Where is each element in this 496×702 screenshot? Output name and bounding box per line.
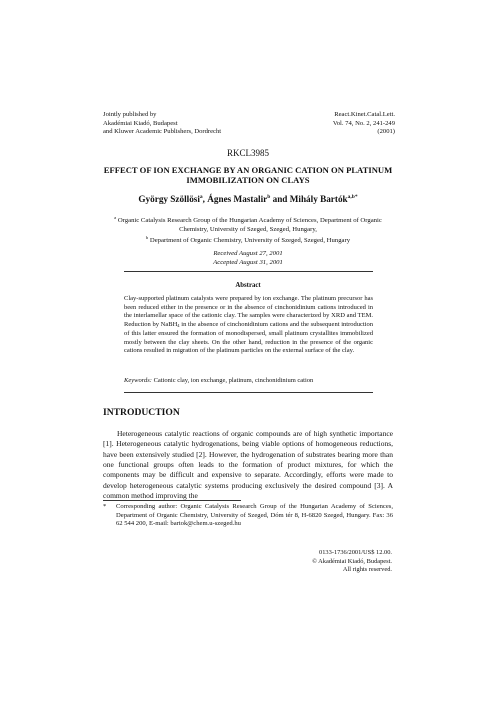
author-affiliation-mark: b xyxy=(267,194,271,200)
author-list xyxy=(0,194,496,204)
abstract-text-part: in the absence of cinchonidinium cations and the subsequent introduction of this latter ensured the formation of monodispersed, small platinum crystallites immobilized mostly between the clay sheets. On the other hand, reduction in the presence of the organic cations resulted in migration of the platinum particles on the external surface of the clay. xyxy=(124,320,374,355)
journal-citation-header xyxy=(333,111,395,137)
affiliation-text: Organic Catalysis Research Group of the Hungarian Academy of Sciences, Department of Organic Chemistry, University of Szeged, Szeged, Hungary, xyxy=(116,217,382,233)
author-separator: , xyxy=(202,194,208,204)
footnote-mark: * xyxy=(103,503,107,510)
author-separator: and xyxy=(270,194,290,204)
abstract-heading: Abstract xyxy=(235,282,261,289)
keywords-line xyxy=(124,377,373,384)
publisher-info xyxy=(312,549,392,575)
introduction-body xyxy=(103,429,393,501)
abstract-text-part: Clay-supported platinum catalysts were prepared by ion exchange. The platinum precursor has been reduced either in the presence or in the absence of cinchonidinium cations introduced in the interlamellar space of the cationic clay. The samples were characterized by XRD and TEM. Reduction by NaBH xyxy=(124,295,373,328)
footnote xyxy=(103,503,393,529)
keywords-label: Keywords: xyxy=(124,377,152,384)
publisher-line: All rights reserved. xyxy=(342,566,392,574)
author-affiliation-mark: a,b* xyxy=(347,194,358,200)
footnote-divider xyxy=(103,500,241,501)
section-heading: INTRODUCTION xyxy=(103,407,180,418)
divider-line xyxy=(124,271,373,272)
header-left-line: Jointly published by xyxy=(103,111,157,118)
author-affiliation-mark: a xyxy=(199,194,203,200)
affiliation-a xyxy=(103,214,393,234)
paragraph: Heterogeneous catalytic reactions of organic compounds are of high synthetic importance [1]. Heterogeneous catalytic hydrogenations, being viable options of homogeneous reductions, have been extensively studied [2]. However, the hydrogenation of substrates bearing more than one functional groups often leads to the formation of product mixtures, for which the components may be difficult and expensive to separate. Accordingly, efforts were made to develop heterogeneous catalytic systems producing exclusively the desired compound [3]. A common method improving the xyxy=(103,429,393,501)
header-right-line: React.Kinet.Catal.Lett. xyxy=(334,111,395,118)
header-right-line: Vol. 74, No. 2, 241-249 xyxy=(332,119,395,127)
journal-publisher-header xyxy=(103,111,221,137)
keywords-text: Cationic clay, ion exchange, platinum, cinchonidinium cation xyxy=(151,377,314,384)
author-name: Ágnes Mastalir xyxy=(207,194,268,204)
affiliation-mark: a xyxy=(114,215,117,220)
publisher-line: © Akadémiai Kiadó, Budapest. xyxy=(312,557,392,565)
affiliation-b xyxy=(103,234,393,246)
footnote-text: Corresponding author: Organic Catalysis Research Group of the Hungarian Academy of Sciences, Department of Organic Chemistry, University of Szeged, Dóm tér 8, H-6820 Szeged, Hungary. Fax: 36 62 544 200, E-mail: bartok@chem.u-szeged.hu xyxy=(116,503,393,528)
affiliation-text: Department of Organic Chemistry, University of Szeged, Szeged, Hungary xyxy=(148,237,351,245)
article-title: EFFECT OF ION EXCHANGE BY AN ORGANIC CATION ON PLATINUM IMMOBILIZATION ON CLAYS xyxy=(103,165,393,186)
accepted-date: Accepted August 31, 2001 xyxy=(213,258,283,266)
received-date: Received August 27, 2001 xyxy=(213,250,283,257)
publisher-line: 0133-1736/2001/US$ 12.00. xyxy=(319,549,392,556)
submission-dates xyxy=(0,250,496,267)
author-name: György Szöllösi xyxy=(138,194,200,204)
article-code: RKCL3985 xyxy=(226,148,269,158)
header-left-line: and Kluwer Academic Publishers, Dordrecht xyxy=(103,128,222,136)
divider-line xyxy=(124,392,373,393)
abstract-text xyxy=(124,295,373,356)
affiliations xyxy=(103,214,393,246)
affiliation-mark: b xyxy=(145,235,149,241)
author-name: Mihály Bartók xyxy=(289,194,348,204)
header-left-line: Akadémiai Kiadó, Budapest xyxy=(103,119,178,127)
header-right-line: (2001) xyxy=(377,128,395,136)
subscript: 4 xyxy=(177,322,180,328)
